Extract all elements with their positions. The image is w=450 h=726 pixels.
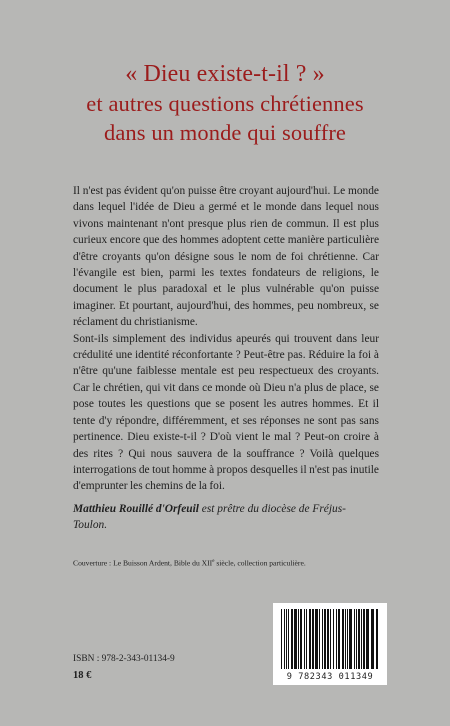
barcode-bars (279, 609, 381, 669)
blurb-paragraph-1: Il n'est pas évident qu'on puisse être croyant aujourd'hui. Le monde dans lequel l'idée de Dieu a germé et le monde dans lequel nous vivons maintenant n'ont presque plus rien de commun. Il est plus curieux encore que des hommes adoptent cette manière particulière d'être croyants qu'on désigne sous le nom de foi chrétienne. Car l'évangile est bien, parmi les textes fondateurs de religions, le document le plus paradoxal et le plus vulnérable qu'on puisse imaginer. Et pourtant, aujourd'hui, des hommes, peu nombreux, se réclament du christianisme. (73, 185, 379, 329)
blurb-paragraph-2: Sont-ils simplement des individus apeurés qui trouvent dans leur crédulité une identité réconfortante ? Peut-être pas. Réduire la foi à n'être qu'une faiblesse mentale est peu respectueux des croyants. Car le chrétien, qui vit dans ce monde où Dieu n'a plus de place, se pose toutes les questions que se posent les autres hommes. Et il tente d'y répondre, différemment, et ses réponses ne sont pas sans pertinence. Dieu existe-t-il ? D'où vient le mal ? Peut-on croire à des rites ? Qui nous sauvera de la souffrance ? Voilà quelques interrogations de tout homme à propos desquelles il n'est pas inutile d'emprunter les chemins de la foi. (73, 332, 379, 493)
price-text: 18 € (73, 670, 92, 681)
author-description: est prêtre du diocèse de Fréjus-Toulon. (73, 503, 346, 532)
author-name: Matthieu Rouillé d'Orfeuil (73, 503, 199, 515)
book-title (0, 60, 450, 147)
title-line-1: « Dieu existe-t-il ? » (125, 61, 325, 87)
credit-superscript: e (212, 559, 215, 564)
author-note (73, 501, 379, 534)
credit-prefix: Couverture : Le Buisson Ardent, Bible du XII (73, 558, 213, 568)
barcode (273, 603, 387, 685)
title-line-2: et autres questions chrétiennes (86, 91, 364, 116)
title-line-3: dans un monde qui souffre (103, 120, 347, 145)
credit-suffix: siècle, collection particulière. (214, 558, 306, 568)
cover-credit (73, 557, 393, 569)
barcode-digits: 9 782343 011349 (286, 672, 374, 682)
blurb (73, 183, 379, 495)
isbn-text: ISBN : 978-2-343-01134-9 (73, 654, 175, 664)
